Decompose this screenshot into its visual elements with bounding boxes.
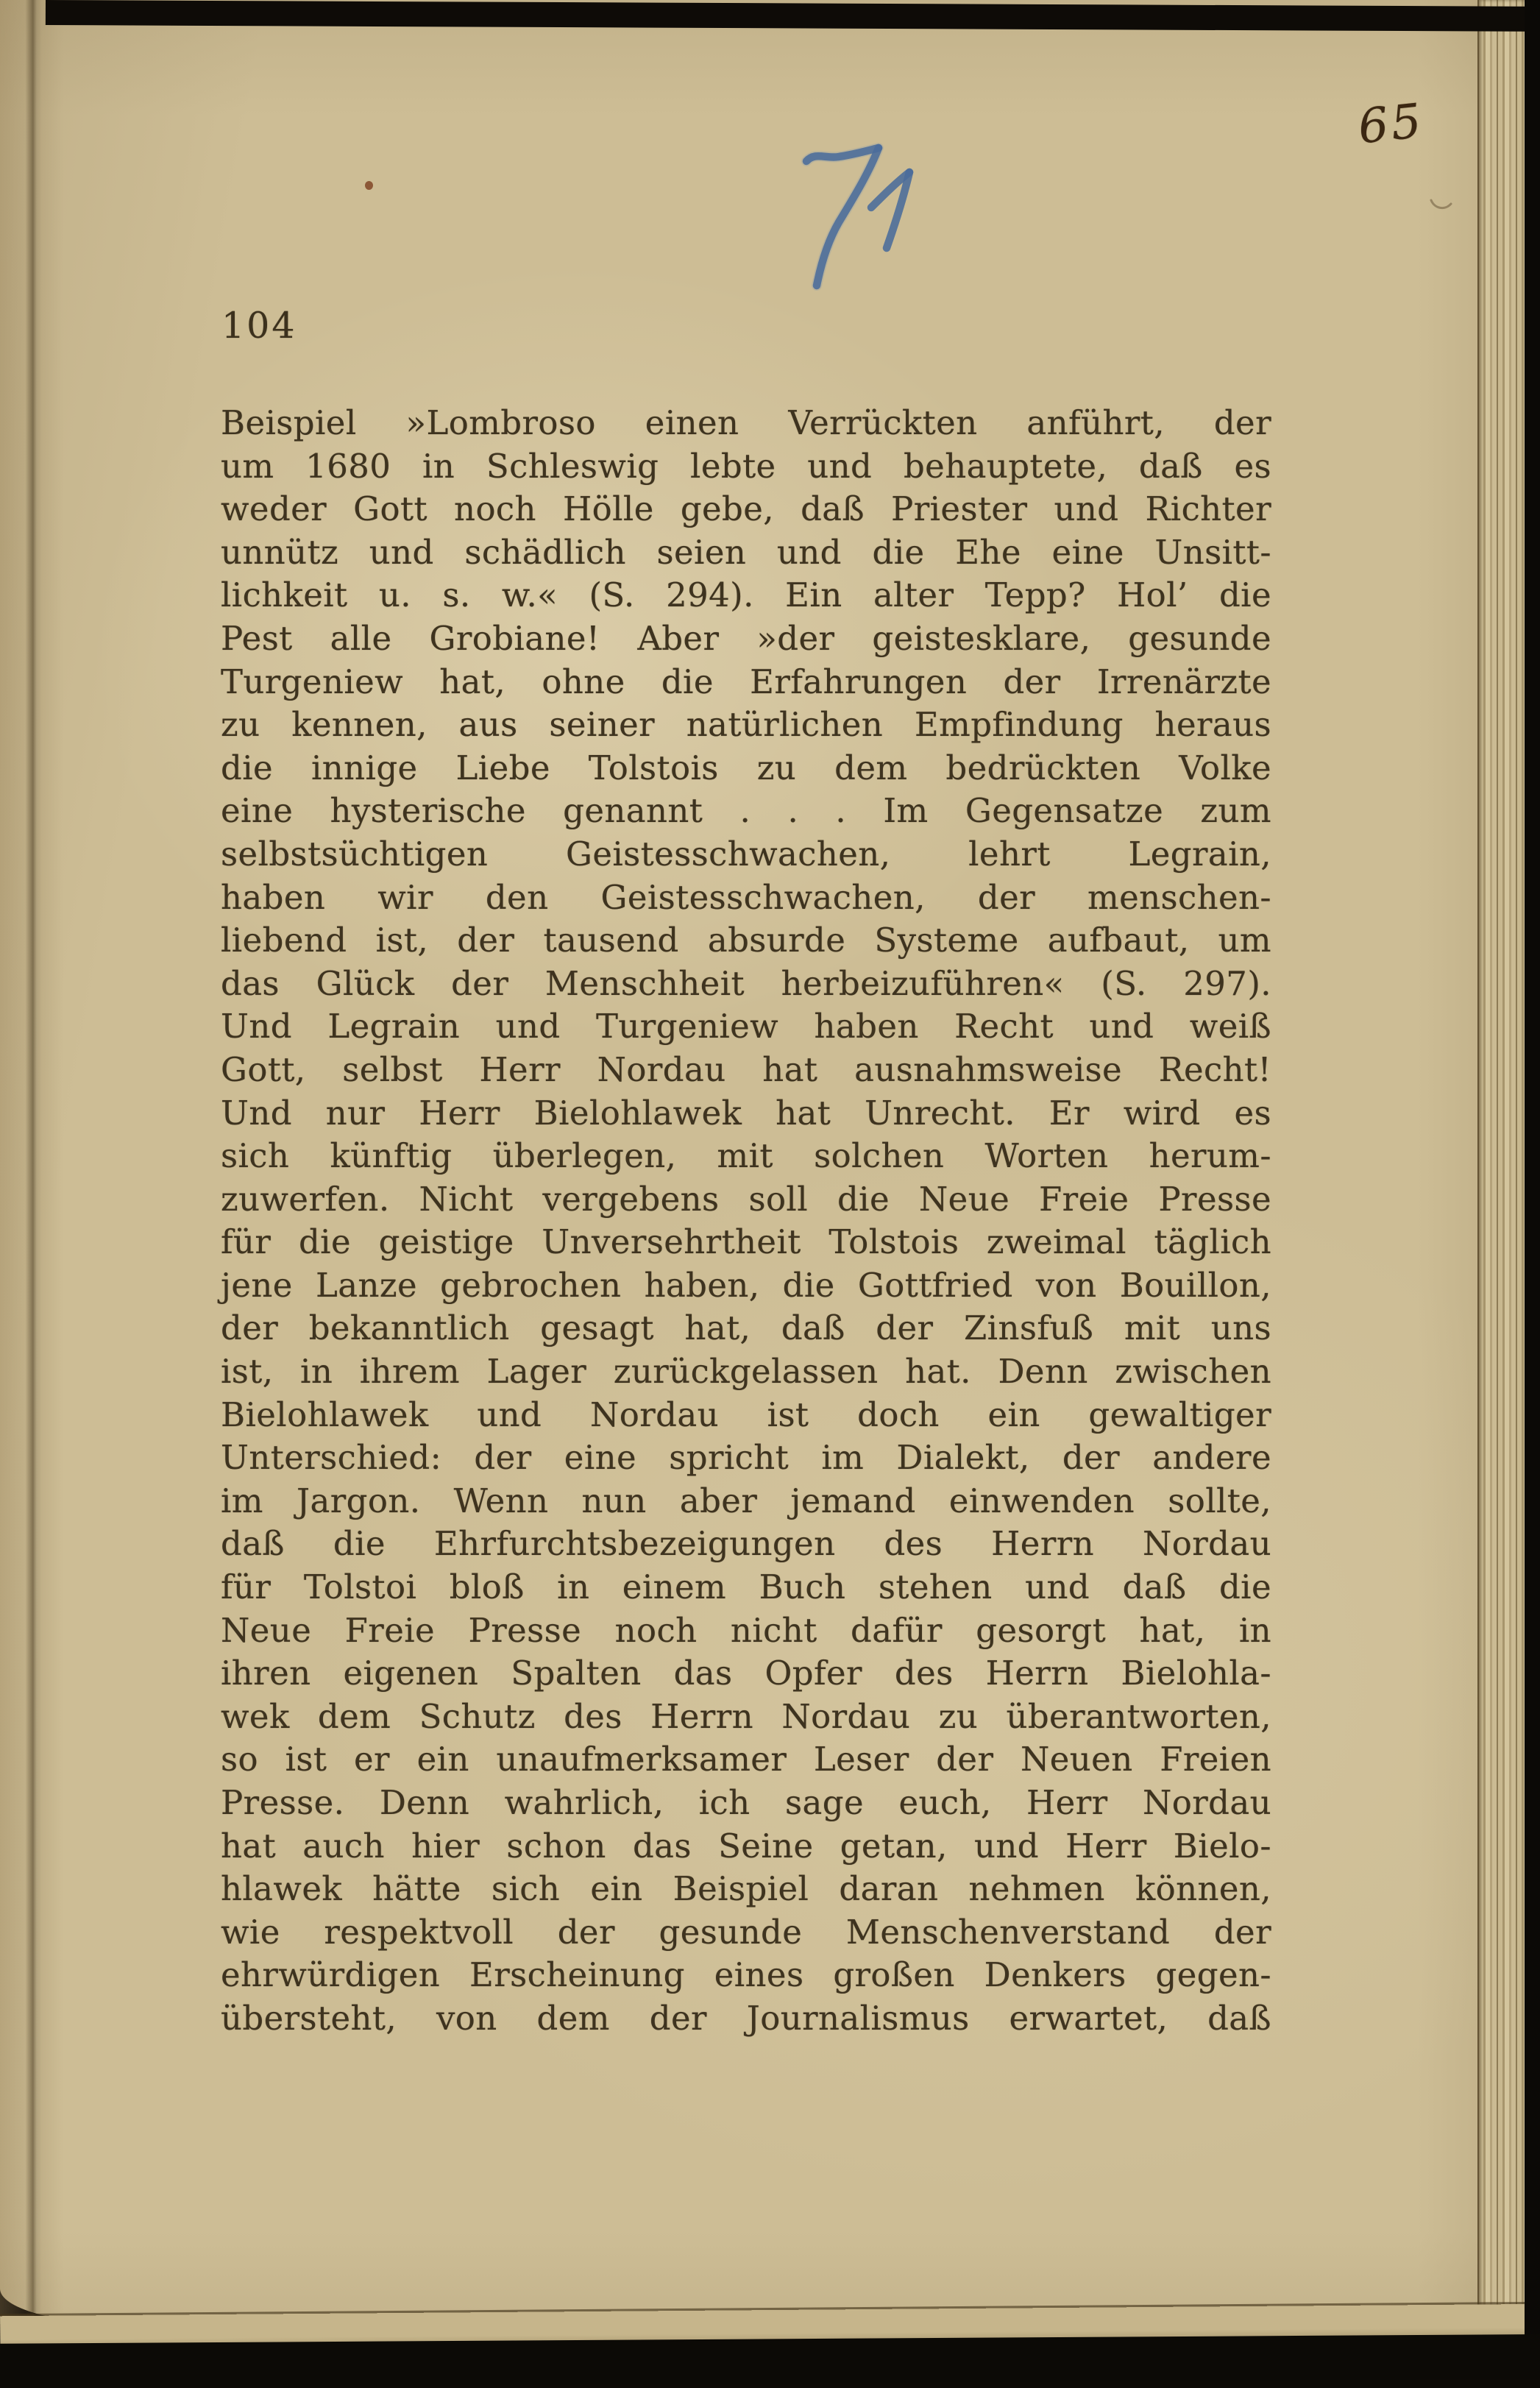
text-line: selbstsüchtigen Geistesschwachen, lehrt Legrain,: [221, 834, 1271, 874]
text-line: Turgeniew hat, ohne die Erfahrungen der Irrenärzte: [221, 662, 1271, 701]
text-line: daß die Ehrfurchtsbezeigungen des Herrn Nordau: [221, 1524, 1271, 1564]
handwritten-ink-number: 65: [1355, 93, 1427, 155]
text-line: zu kennen, aus seiner natürlichen Empfindung heraus: [221, 705, 1271, 745]
text-line: zuwerfen. Nicht vergebens soll die Neue Freie Presse: [221, 1179, 1271, 1219]
text-line: im Jargon. Wenn nun aber jemand einwenden sollte,: [221, 1481, 1271, 1520]
text-line: hat auch hier schon das Seine getan, und Herr Bielo-: [221, 1826, 1271, 1866]
paper-speck: [365, 181, 373, 190]
text-line: Beispiel »Lombroso einen Verrückten anführt, der: [221, 403, 1271, 442]
text-line: Unterschied: der eine spricht im Dialekt, der andere: [221, 1438, 1271, 1478]
text-line: ist, in ihrem Lager zurückgelassen hat. Denn zwischen: [221, 1352, 1271, 1392]
text-line: Neue Freie Presse noch nicht dafür gesorgt hat, in: [221, 1610, 1271, 1650]
text-line: weder Gott noch Hölle gebe, daß Priester und Richter: [221, 489, 1271, 529]
gutter-crease-shadow: [0, 0, 63, 2324]
text-line: Bielohlawek und Nordau ist doch ein gewaltiger: [221, 1395, 1271, 1434]
text-line: unnütz und schädlich seien und die Ehe eine Unsitt-: [221, 532, 1271, 572]
text-line: wek dem Schutz des Herrn Nordau zu überantworten,: [221, 1696, 1271, 1736]
scan-border-bottom: [0, 2334, 1540, 2388]
text-line: Gott, selbst Herr Nordau hat ausnahmsweise Recht!: [221, 1049, 1271, 1089]
text-line: die innige Liebe Tolstois zu dem bedrückten Volke: [221, 748, 1271, 787]
text-line: lichkeit u. s. w.« (S. 294). Ein alter Tepp? Hol’ die: [221, 575, 1271, 615]
text-line: sich künftig überlegen, mit solchen Worten herum-: [221, 1136, 1271, 1176]
text-line: hlawek hätte sich ein Beispiel daran nehmen können,: [221, 1869, 1271, 1909]
text-line: wie respektvoll der gesunde Menschenverstand der: [221, 1912, 1271, 1952]
text-line: um 1680 in Schleswig lebte und behauptete, daß es: [221, 446, 1271, 486]
text-line: für die geistige Unversehrtheit Tolstois zweimal täglich: [221, 1222, 1271, 1262]
text-line: das Glück der Menschheit herbeizuführen« (S. 297).: [221, 963, 1271, 1003]
handwritten-pencil-number: [801, 141, 926, 296]
text-line: haben wir den Geistesschwachen, der menschen-: [221, 877, 1271, 917]
text-line: der bekanntlich gesagt hat, daß der Zinsfuß mit uns: [221, 1308, 1271, 1348]
pencil-stroke-seven-bar: [806, 148, 879, 161]
text-line: Und Legrain und Turgeniew haben Recht und weiß: [221, 1007, 1271, 1046]
fore-edge-page-stack: [1477, 0, 1525, 2324]
paper-fiber-mark: [1429, 197, 1454, 213]
fiber-curve: [1431, 200, 1451, 208]
text-line: eine hysterische genannt . . . Im Gegensatze zum: [221, 791, 1271, 831]
body-text: [221, 402, 1271, 2041]
scan-border-right: [1525, 0, 1540, 2355]
text-line: so ist er ein unaufmerksamer Leser der Neuen Freien: [221, 1740, 1271, 1779]
text-line: jene Lanze gebrochen haben, die Gottfried von Bouillon,: [221, 1265, 1271, 1305]
text-line: liebend ist, der tausend absurde Systeme aufbaut, um: [221, 921, 1271, 960]
text-line: Pest alle Grobiane! Aber »der geistesklare, gesunde: [221, 618, 1271, 658]
text-line: ehrwürdigen Erscheinung eines großen Denkers gegen-: [221, 1955, 1271, 1995]
page-number: 104: [221, 305, 297, 347]
text-line: für Tolstoi bloß in einem Buch stehen und daß die: [221, 1567, 1271, 1607]
text-line: Und nur Herr Bielohlawek hat Unrecht. Er wird es: [221, 1093, 1271, 1133]
text-line: Presse. Denn wahrlich, ich sage euch, Herr Nordau: [221, 1783, 1271, 1822]
text-line: ihren eigenen Spalten das Opfer des Herrn Bielohla-: [221, 1654, 1271, 1693]
text-line: übersteht, von dem der Journalismus erwartet, daß: [221, 1998, 1271, 2038]
